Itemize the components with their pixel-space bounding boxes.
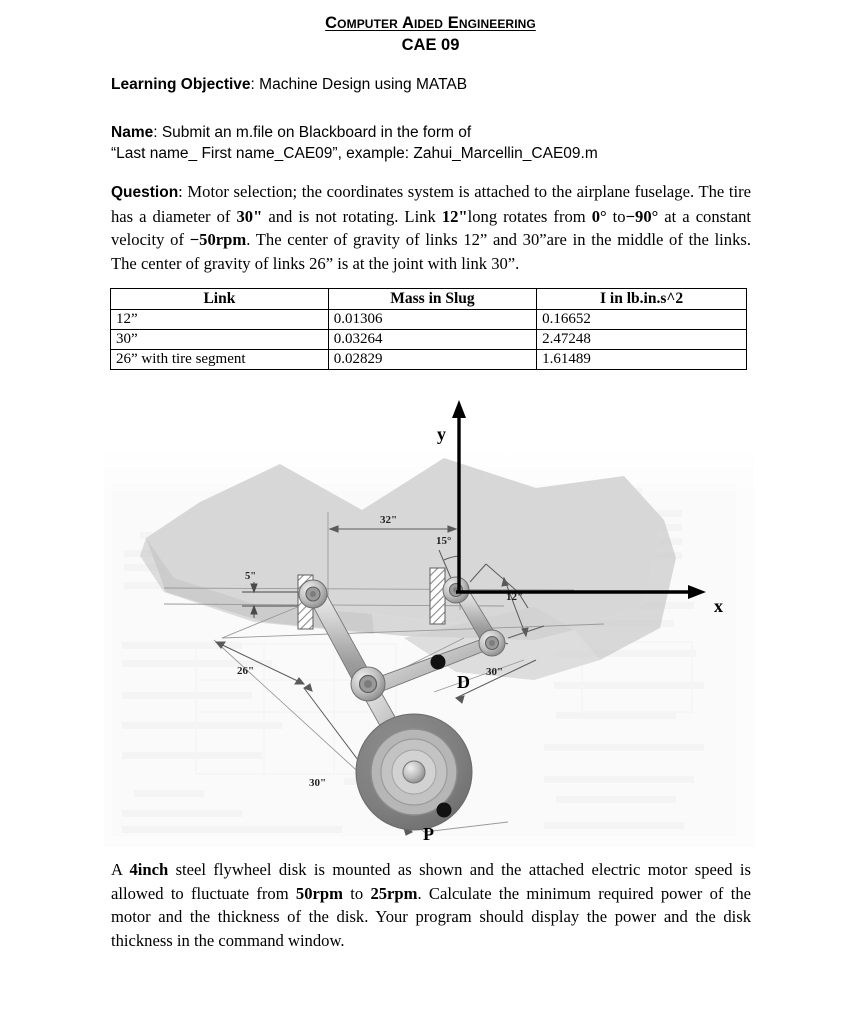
question-text-6: . The center of gravity of links 12” and 30”are in the middle of the links. The center of gravity of links 26” is at the joint with link 30”. xyxy=(111,230,751,273)
page-subtitle: CAE 09 xyxy=(401,36,460,54)
question-angle-start: 0° xyxy=(591,206,607,226)
support-right xyxy=(430,568,445,624)
closing-text-1: A xyxy=(111,860,130,879)
marker-point-d xyxy=(431,655,446,670)
joint-left-pivot xyxy=(299,580,327,608)
closing-text-4: . Calculate the minimum required power of the motor and the thickness of the disk. Your program should display the power and the disk thickness in the command window. xyxy=(111,883,751,950)
closing-text-2: steel flywheel disk is mounted as shown and the attached electric motor speed is allowed to fluctuate from xyxy=(111,860,751,903)
landing-gear-figure xyxy=(104,392,754,847)
question-tire-diameter: 30" xyxy=(236,206,263,226)
cell-inertia: 2.47248 xyxy=(537,330,747,350)
name-label: Name xyxy=(111,124,154,141)
table-row xyxy=(111,330,747,350)
joint-crank-pivot xyxy=(443,577,469,603)
question-text-3: long rotates from xyxy=(467,206,592,226)
learning-objective-text: : Machine Design using MATAB xyxy=(250,76,468,93)
closing-flywheel-size: 4inch xyxy=(129,860,169,879)
dimension-30-lower-label: 30" xyxy=(309,777,327,789)
marker-point-p xyxy=(437,803,452,818)
question-link-length: 12" xyxy=(441,206,468,226)
dimension-12-label: 12" xyxy=(506,591,524,603)
learning-objective-line xyxy=(111,74,751,95)
cell-mass: 0.02829 xyxy=(328,350,536,370)
angle-15-label: 15° xyxy=(436,535,452,547)
table-header-inertia: I in lb.in.s^2 xyxy=(537,289,747,310)
joint-knee xyxy=(351,667,385,701)
question-section xyxy=(111,180,751,275)
dimension-32-label: 32" xyxy=(380,514,398,526)
table-row xyxy=(111,350,747,370)
name-text-1: : Submit an m.file on Blackboard in the form of xyxy=(153,124,472,141)
question-text-2: and is not rotating. Link xyxy=(262,206,442,226)
closing-speed-high: 50rpm xyxy=(295,883,343,903)
table-header-mass: Mass in Slug xyxy=(328,289,536,310)
learning-objective-label: Learning Objective xyxy=(111,76,251,93)
joint-crank-end xyxy=(479,630,505,656)
question-speed: −50rpm xyxy=(189,230,247,249)
cell-mass: 0.01306 xyxy=(328,310,536,330)
name-section xyxy=(111,122,751,164)
table-header-row xyxy=(111,289,747,310)
link-properties-table xyxy=(110,288,747,370)
page-title: Computer Aided Engineering xyxy=(325,14,536,32)
closing-speed-low: 25rpm xyxy=(370,883,418,903)
dimension-5-label: 5" xyxy=(245,571,257,582)
question-label: Question xyxy=(111,184,179,201)
dimension-30-upper-label: 30" xyxy=(486,666,504,678)
cell-link: 26” with tire segment xyxy=(111,350,329,370)
closing-paragraph xyxy=(111,858,751,952)
learning-objective-section xyxy=(111,74,751,95)
question-angle-end: −90° xyxy=(625,206,659,226)
question-text-5: at a constant velocity of xyxy=(111,206,751,249)
point-p-label: P xyxy=(423,824,434,844)
question-text-4: to xyxy=(606,206,626,226)
document-header xyxy=(0,14,861,55)
point-d-label: D xyxy=(457,672,470,692)
closing-text-3: to xyxy=(342,883,371,903)
name-line-2: “Last name_ First name_CAE09”, example: Zahui_Marcellin_CAE09.m xyxy=(111,145,598,162)
name-line-1 xyxy=(111,122,751,143)
axis-x-label: x xyxy=(714,596,723,616)
dimension-26-label: 26" xyxy=(237,665,255,677)
question-text-1: : Motor selection; the coordinates system is attached to the airplane fuselage. The tire has a diameter of xyxy=(111,182,751,226)
cell-link: 12” xyxy=(111,310,329,330)
cell-link: 30” xyxy=(111,330,329,350)
axis-y-label: y xyxy=(437,424,446,444)
cell-mass: 0.03264 xyxy=(328,330,536,350)
table-row xyxy=(111,310,747,330)
cell-inertia: 1.61489 xyxy=(537,350,747,370)
table-header-link: Link xyxy=(111,289,329,310)
cell-inertia: 0.16652 xyxy=(537,310,747,330)
tire-wheel xyxy=(356,714,472,830)
